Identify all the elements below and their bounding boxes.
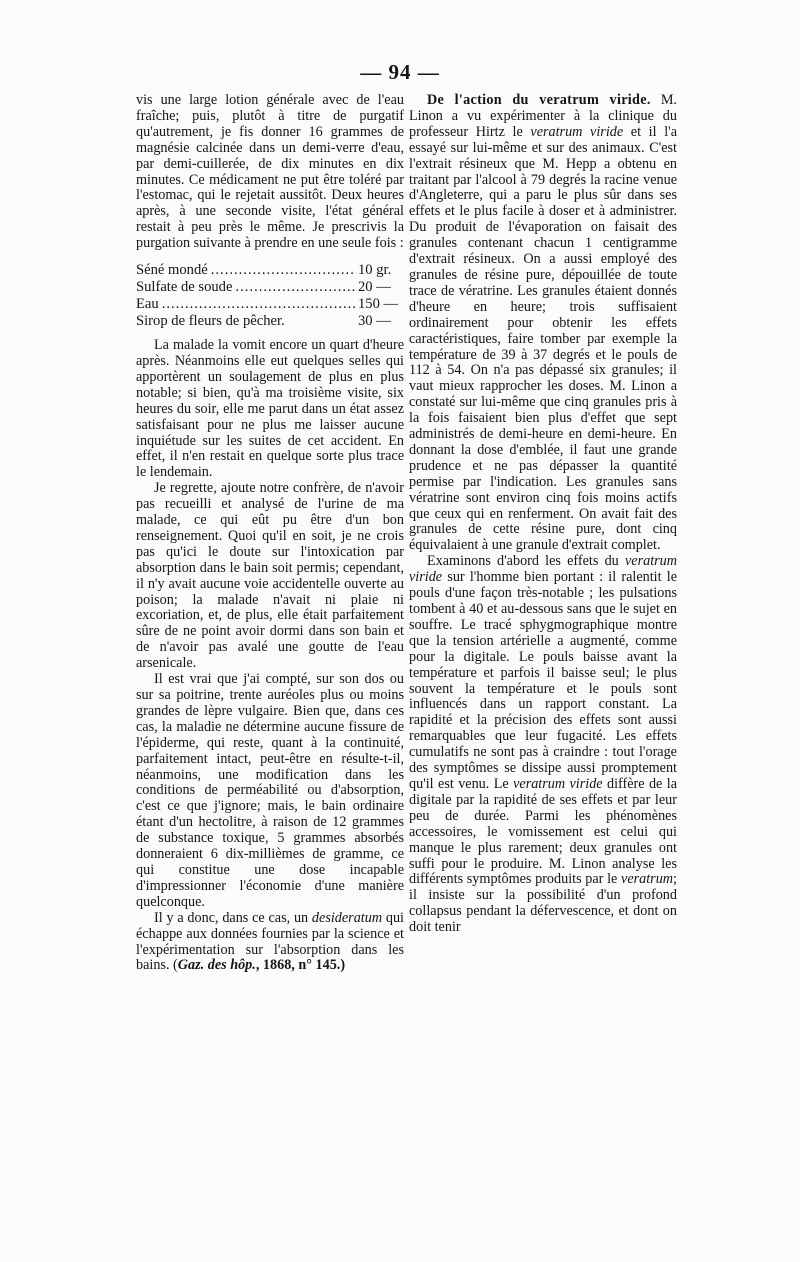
text-run: Examinons d'abord les effets du <box>427 553 625 570</box>
italic-term: veratrum viride <box>409 553 677 586</box>
prescription-quantity: 150 — <box>358 296 399 313</box>
italic-term: veratrum viride <box>513 775 603 792</box>
section-title: De l'action du veratrum viride. <box>427 92 651 108</box>
page-number: — 94 — <box>360 60 440 84</box>
italic-term: veratrum <box>621 871 674 888</box>
prescription-ingredient: Eau <box>136 296 159 313</box>
leader-dots <box>211 262 355 279</box>
prescription-ingredient: Sirop de fleurs de pêcher. <box>136 313 285 330</box>
prescription-quantity: 10 gr. <box>358 262 392 279</box>
paragraph-veratrum-effects <box>409 554 677 936</box>
prescription-list <box>136 262 404 330</box>
leader-dots <box>235 279 355 296</box>
text-run: sur l'homme bien portant : il ralentit le pouls d'une façon très-notable ; les pulsations tombent à 40 et au-dessous sans que le sujet en souffre. Le tracé sphygmographique montre que la tension artérielle a augmenté, comme pour la digitale. Le pouls baisse avant la température et parfois il baisse seul; le plus souvent la température et le pouls sont influencés dans un rapport constant. La rapidité et la précision des effets sont aussi remarquables que leur fugacité. Les effets cumulatifs ne sont pas à craindre : tout l'orage des symptômes se dissipe aussi promptement qu'il est venu. Le <box>409 569 677 792</box>
prescription-item <box>136 279 404 296</box>
text-run: M. Linon a vu expérimenter à la clinique du professeur Hirtz le <box>409 92 677 140</box>
leader-dots <box>162 296 355 313</box>
prescription-ingredient: Sulfate de soude <box>136 279 233 296</box>
left-column <box>136 93 404 974</box>
citation-issue: , 1868, n° 145.) <box>255 957 346 974</box>
paragraph-lepra: Il est vrai que j'ai compté, sur son dos ou sur sa poitrine, trente auréoles plus ou moins grandes de lèpre vulgaire. Bien que, dans ces cas, la maladie ne détermine aucune fissure de l'épiderme, qui reste, quant à la continuité, parfaitement intact, peut-être en résulte-t-il, néanmoins, une modification dans les conditions de perméabilité ou d'absorption, c'est ce que j'ignore; mais, le bain ordinaire étant d'un hectolitre, à raison de 12 grammes de substance toxique, 5 grammes absorbés donneraient 6 dix-millièmes de gramme, ce qui constitue une dose incapable d'impressionner l'économie d'une manière quelconque. <box>136 671 404 910</box>
paragraph-regret: Je regrette, ajoute notre confrère, de n'avoir pas recueilli et analysé de l'urine de ma malade, ce qui eût pu être d'un bon renseignement. Quoi qu'il en soit, je ne crois pas qu'ici le doute sur l'intoxication par absorption dans le bain soit permis; cependant, il n'y avait aucune voie accidentelle ouverte au poison; la malade n'avait ni plaie ni excoriation, et, de plus, elle était parfaitement sûre de ne point avoir dormi dans son bain et de n'avoir pas avalé une goutte de l'eau arsenicale. <box>136 480 404 672</box>
text-run: ; il insiste sur la possibilité d'un profond collapsus pendant la défervescence, et dont on doit tenir <box>409 871 677 936</box>
citation-journal: Gaz. des hôp. <box>177 957 256 974</box>
text-run: et il l'a essayé sur lui-même et sur des animaux. C'est l'extrait résineux que M. Hepp a obtenu en traitant par l'alcool à 79 degrés la racine venue d'Angleterre, qui a paru le plus sûr dans ses effets et le plus facile à doser et à administrer. Du produit de l'évaporation on faisait des granules contenant chacun 1 centigramme d'extrait résineux. On a aussi employé des granules de résine pure, dépouillée de toute trace de vératrine. Les granules étaient donnés d'heure en heure; trois suffisaient ordinairement pour obtenir les effets caractéristiques, faire tomber par exemple la température de 39 à 37 degrés et le pouls de 112 à 54. On n'a pas dépassé six granules; il vaut mieux rapprocher les doses. M. Linon a constaté sur lui-même que cinq granules pris à la fois faisaient bien plus d'effet que sept administrés de demi-heure en demi-heure. En donnant la dose d'emblée, il faut une grande prudence et ne pas dépasser la quantité permise par l'indication. Les granules sans vératrine sont environ cinq fois moins actifs que ceux qui en renferment. On avait fait des granules de cette résine pure, dont cinq équivalaient à une granule d'extrait complet. <box>409 123 677 554</box>
prescription-quantity: 20 — <box>358 279 391 296</box>
prescription-item <box>136 296 404 313</box>
prescription-item <box>136 262 404 279</box>
text-run: Il y a donc, dans ce cas, un <box>154 909 312 926</box>
prescription-quantity: 30 — <box>358 313 391 330</box>
prescription-ingredient: Séné mondé <box>136 262 208 279</box>
italic-term: desideratum <box>311 909 383 926</box>
paragraph-lotion: vis une large lotion générale avec de l'eau fraîche; puis, plutôt à titre de purgatif qu'autrement, je fis donner 16 grammes de magnésie calcinée dans un demi-verre d'eau, par demi-cuillerée, de dix minutes en dix minutes. Ce médicament ne put être toléré par l'estomac, qui le rejetait aussitôt. Deux heures après, à une seconde visite, l'état général restait à peu près le même. Je prescrivis la purgation suivante à prendre en une seule fois : <box>136 92 404 252</box>
paragraph-desideratum <box>136 911 404 975</box>
text-run: qui échappe aux données fournies par la science et l'expérimentation sur l'absorption dans les bains. ( <box>136 909 404 974</box>
paragraph-veratrum-intro <box>409 93 677 554</box>
paragraph-vomiting: La malade la vomit encore un quart d'heure après. Néanmoins elle eut quelques selles qui apportèrent un soulagement de plus en plus notable; si bien, qu'à ma troisième visite, six heures du soir, elle me parut dans un état assez satisfaisant pour ne plus me laisser aucune inquiétude sur les suites de cet accident. En effet, il n'en restait en quelque sorte plus trace le lendemain. <box>136 337 404 481</box>
prescription-item <box>136 313 404 330</box>
right-column <box>409 93 677 936</box>
italic-term: veratrum viride <box>530 123 624 140</box>
text-run: diffère de la digitale par la rapidité de ses effets et par leur peu de durée. Parmi les phénomènes accessoires, le vomissement est celui qui manque le plus rarement; deux granules ont suffi pour le produire. M. Linon analyse les différents symptômes produits par le <box>409 775 677 888</box>
